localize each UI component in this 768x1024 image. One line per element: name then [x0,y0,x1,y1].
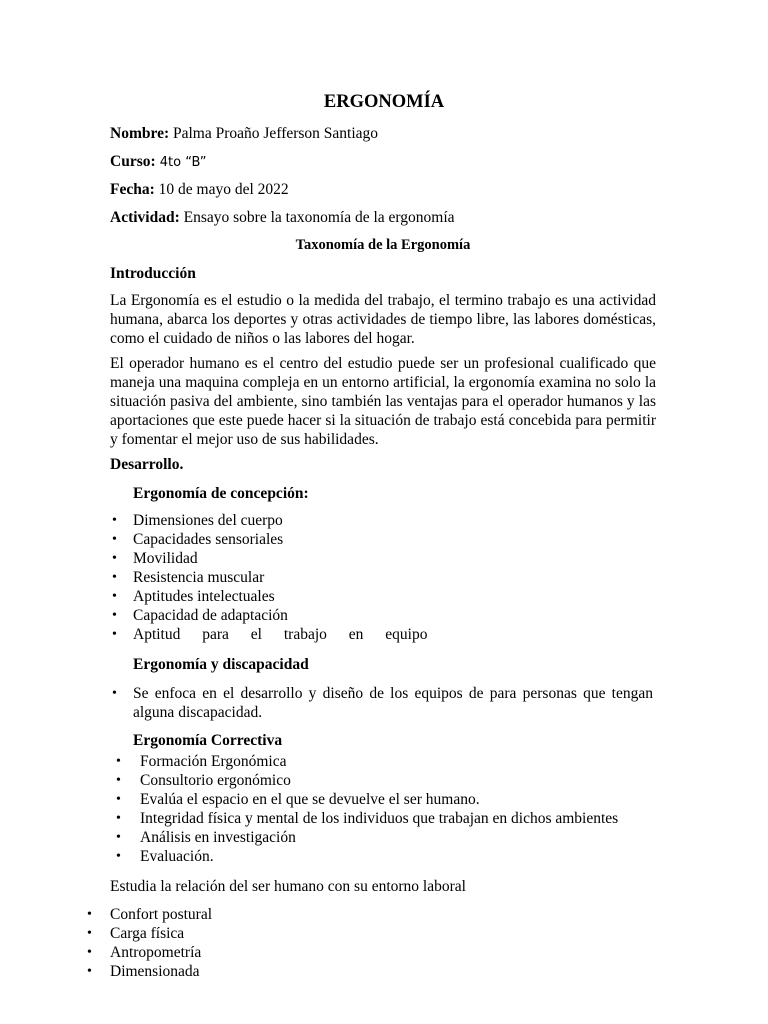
list-item: • Dimensiones del cuerpo [133,511,653,530]
list-item: • Aptitud para el trabajo en equipo [133,625,653,644]
list-item: • Capacidades sensoriales [133,530,653,549]
meta-nombre-label: Nombre: [110,125,170,142]
list-item: • Consultorio ergonómico [140,771,660,790]
list-item: • Movilidad [133,549,653,568]
document-title: ERGONOMÍA [323,92,445,112]
list-item: • Dimensionada [110,962,630,981]
meta-actividad-label: Actividad: [110,209,180,226]
list-item: • Análisis en investigación [140,828,660,847]
list-item: • Confort postural [110,905,630,924]
entorno-list [110,905,630,981]
intro-paragraph-2: El operador humano es el centro del estudio puede ser un profesional cualificado que maneja una maquina compleja en un entorno artificial, la ergonomía examina no solo la situación pasiva del ambiente, sino también las ventajas para el operador humanos y las aportaciones que este puede hacer si la situación de trabajo está concebida para permitir y fomentar el mejor uso de sus habilidades. [110,355,656,448]
list-item: • Aptitudes intelectuales [133,587,653,606]
section-subtitle: Taxonomía de la Ergonomía [295,237,471,253]
intro-heading: Introducción [110,265,196,282]
meta-fecha-value: 10 de mayo del 2022 [154,181,289,198]
list-item: • Se enfoca en el desarrollo y diseño de los equipos de para personas que tengan alguna discapacidad. [133,684,653,722]
meta-fecha [110,180,289,199]
discapacidad-list [133,684,653,722]
meta-nombre [110,124,378,143]
concepcion-heading: Ergonomía de concepción: [133,485,309,502]
meta-curso-label: Curso: [110,153,156,170]
correctiva-list [140,752,660,866]
list-item: • Resistencia muscular [133,568,653,587]
concepcion-list [133,511,653,644]
list-item: • Capacidad de adaptación [133,606,653,625]
correctiva-heading: Ergonomía Correctiva [133,732,283,749]
meta-nombre-value: Palma Proaño Jefferson Santiago [169,125,379,142]
desarrollo-heading: Desarrollo. [110,456,184,473]
list-item: • Formación Ergonómica [140,752,660,771]
meta-fecha-label: Fecha: [110,181,155,198]
list-item: • Carga física [110,924,630,943]
list-item: • Integridad física y mental de los individuos que trabajan en dichos ambientes [140,809,660,828]
meta-actividad [110,208,455,227]
list-item: • Evaluación. [140,847,660,866]
meta-actividad-value: Ensayo sobre la taxonomía de la ergonomía [179,209,455,226]
meta-curso [110,152,207,172]
discapacidad-heading: Ergonomía y discapacidad [133,656,309,673]
entorno-text: Estudia la relación del ser humano con su entorno laboral [110,878,466,895]
list-item: • Evalúa el espacio en el que se devuelve el ser humano. [140,790,660,809]
list-item: • Antropometría [110,943,630,962]
meta-curso-value: 4to “B” [155,155,207,170]
intro-paragraph-1: La Ergonomía es el estudio o la medida del trabajo, el termino trabajo es una actividad humana, abarca los deportes y otras actividades de tiempo libre, las labores domésticas, como el cuidado de niños o las labores del hogar. [110,292,656,347]
